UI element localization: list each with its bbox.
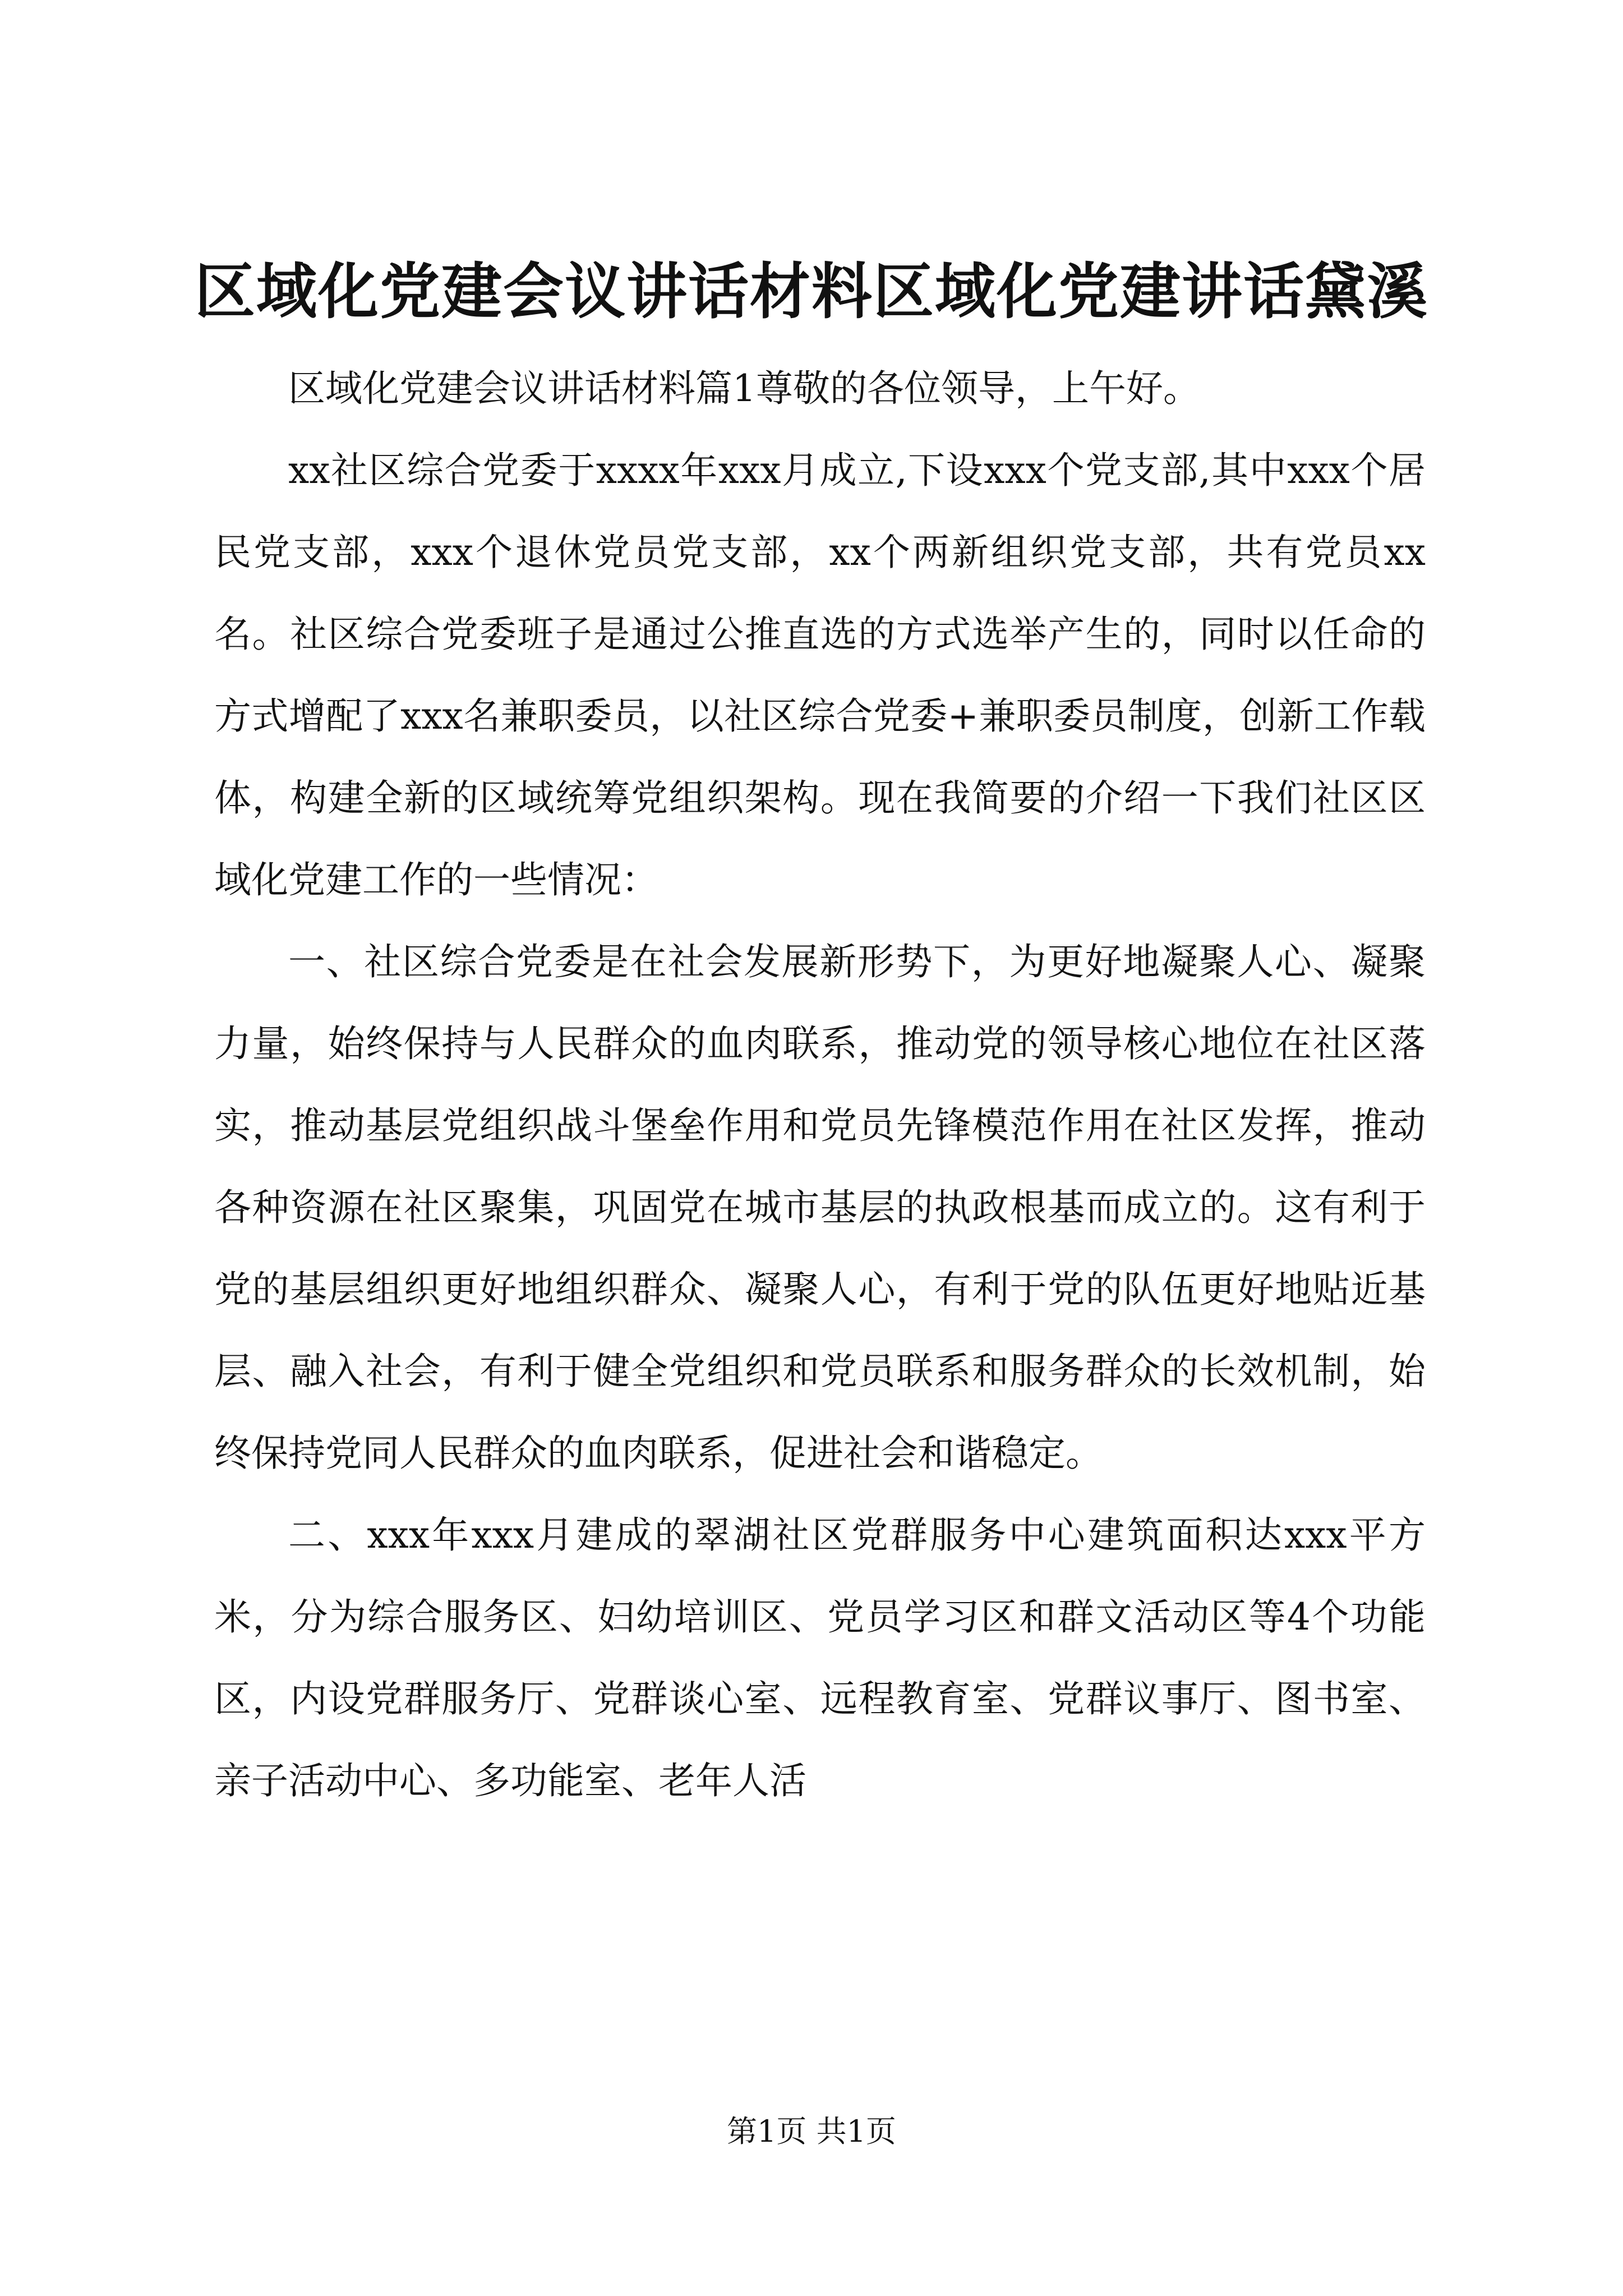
page-number-footer: 第1页 共1页 (727, 2114, 896, 2149)
document-title: 区域化党建会议讲话材料区域化党建讲话黛溪 (194, 256, 1428, 327)
document-body (214, 348, 1426, 1822)
paragraph-section-two: 二、xxx年xxx月建成的翠湖社区党群服务中心建筑面积达xxx平方米，分为综合服务区、妇幼培训区、党员学习区和群文活动区等4个功能区，内设党群服务厅、党群谈心室、远程教育室、党群议事厅、图书室、亲子活动中心、多功能室、老年人活 (214, 1513, 1426, 1802)
paragraph-section-one: 一、社区综合党委是在社会发展新形势下，为更好地凝聚人心、凝聚力量，始终保持与人民群众的血肉联系，推动党的领导核心地位在社区落实，推动基层党组织战斗堡垒作用和党员先锋模范作用在社区发挥，推动各种资源在社区聚集，巩固党在城市基层的执政根基而成立的。这有利于党的基层组织更好地组织群众、凝聚人心，有利于党的队伍更好地贴近基层、融入社会，有利于健全党组织和党员联系和服务群众的长效机制，始终保持党同人民群众的血肉联系，促进社会和谐稳定。 (214, 940, 1426, 1475)
paragraph-intro: 区域化党建会议讲话材料篇1尊敬的各位领导，上午好。 (288, 367, 1200, 410)
paragraph-overview: xx社区综合党委于xxxx年xxx月成立,下设xxx个党支部,其中xxx个居民党支部，xxx个退休党员党支部，xx个两新组织党支部，共有党员xx名。社区综合党委班子是通过公推直选的方式选举产生的，同时以任命的方式增配了xxx名兼职委员，以社区综合党委+兼职委员制度，创新工作载体，构建全新的区域统筹党组织架构。现在我简要的介绍一下我们社区区域化党建工作的一些情况： (214, 449, 1426, 901)
